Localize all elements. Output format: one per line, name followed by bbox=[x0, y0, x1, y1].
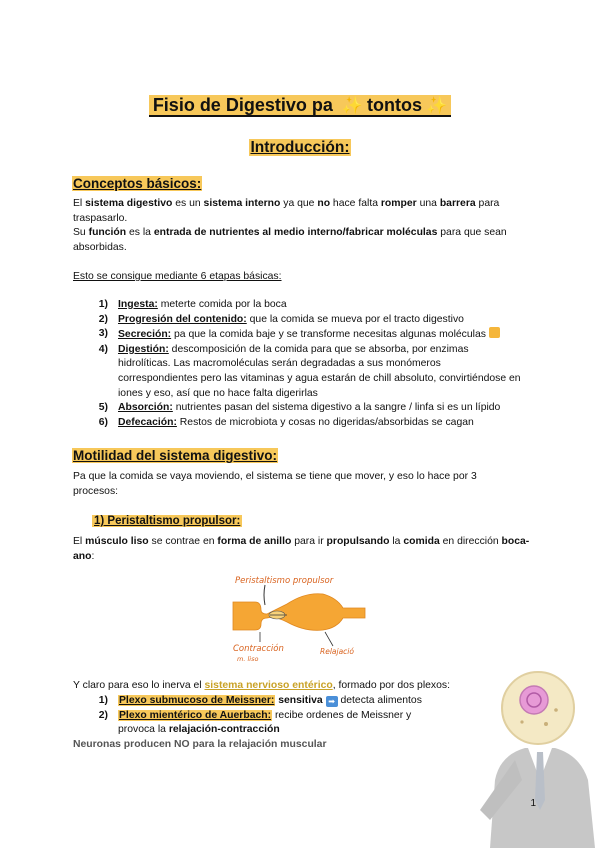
intestine-shape bbox=[233, 594, 365, 631]
thumbs-up-icon bbox=[489, 327, 500, 338]
figure-label-bottom: Contracción bbox=[233, 644, 284, 654]
list-item: 2) Plexo mientérico de Auerbach: recibe ordenes de Meissner y provoca la relajación-contracción bbox=[98, 709, 412, 736]
list-item: 3) Secreción: pa que la comida baje y se transforme necesitas algunas moléculas bbox=[83, 327, 523, 343]
list-item: 6) Defecación: Restos de microbiota y cosas no digeridas/absorbidas se cagan bbox=[98, 416, 474, 428]
note-neuronas: Neuronas producen NO para la relajación muscular bbox=[73, 739, 327, 750]
figure-label-bottom-2: m. liso bbox=[237, 655, 259, 663]
list-item: 1) Ingesta: meterte comida por la boca bbox=[98, 299, 287, 310]
right-arrow-icon: ➡ bbox=[326, 696, 338, 707]
plexos-intro: Y claro para eso lo inerva el sistema nervioso entérico, formado por dos plexos: bbox=[73, 680, 450, 691]
conceptos-heading: Conceptos básicos: bbox=[73, 176, 202, 191]
list-item: 2) Progresión del contenido: que la comida se mueva por el tracto digestivo bbox=[98, 313, 464, 325]
conceptos-paragraph-1: El sistema digestivo es un sistema interno ya que no hace falta romper una barrera para traspasarlo. bbox=[73, 198, 500, 224]
list-item: 1) Plexo submucoso de Meissner: sensitiva ➡ detecta alimentos bbox=[98, 695, 422, 706]
list-item: 5) Absorción: nutrientes pasan del sistema digestivo a la sangre / linfa si es un lípido bbox=[98, 402, 501, 414]
figure-label-top: Peristaltismo propulsor bbox=[235, 576, 334, 586]
snc-link[interactable]: sistema nervioso entérico bbox=[204, 680, 333, 691]
peristaltismo-heading: 1) Peristaltismo propulsor: bbox=[94, 515, 241, 527]
motilidad-paragraph: Pa que la comida se vaya moviendo, el sistema se tiene que mover, y eso lo hace por 3 procesos: bbox=[73, 471, 477, 497]
steps-intro: Esto se consigue mediante 6 etapas básicas: bbox=[73, 271, 282, 282]
motilidad-heading: Motilidad del sistema digestivo: bbox=[73, 448, 278, 463]
figure-label-right: Relajació bbox=[320, 647, 354, 656]
steps-list bbox=[83, 298, 523, 430]
intro-heading: Introducción: bbox=[250, 139, 350, 156]
peristalsis-figure bbox=[225, 570, 385, 666]
sparkles-icon: ✨ bbox=[426, 96, 448, 115]
sparkles-icon: ✨ bbox=[341, 96, 364, 115]
peristaltismo-paragraph: El músculo liso se contrae en forma de anillo para ir propulsando la comida en dirección boca-ano: bbox=[73, 536, 530, 562]
page-number: 1 bbox=[530, 798, 536, 809]
list-item: 4) Digestión: descomposición de la comida para que se absorba, por enzimas hidrolíticas. Las macromoléculas serán degradadas a sus monómeros correspondientes pero las vitaminas y agua estarán de chill absoluto, convirtiéndose en iones y eso, así que no hace falta digerirlas bbox=[98, 343, 521, 399]
plexos-list bbox=[83, 694, 443, 738]
conceptos-paragraph-2: Su función es la entrada de nutrientes al medio interno/fabricar moléculas para que sean absorbidas. bbox=[73, 227, 507, 253]
document-title: Fisio de Digestivo pa ✨ tontos ✨ bbox=[0, 93, 600, 118]
